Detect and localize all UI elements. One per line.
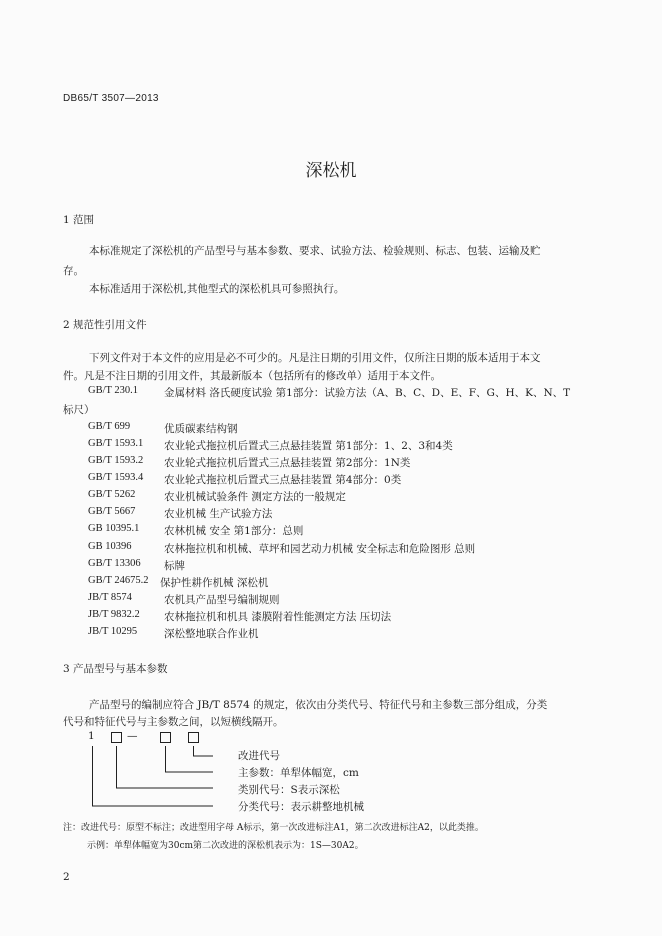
reference-code: GB/T 1593.2 (88, 455, 144, 466)
reference-code: GB 10395.1 (88, 523, 140, 534)
example-text: 示例：单犁体幅宽为30cm第二次改进的深松机表示为：1S—30A2。 (87, 841, 364, 851)
reference-title-continuation: 标尺） (63, 404, 95, 416)
label-category-code: 类别代号：S表示深松 (238, 784, 340, 796)
reference-title: 保护性耕作机械 深松机 (160, 577, 269, 589)
reference-title: 标牌 (164, 560, 185, 572)
section-2-intro-line-1: 下列文件对于本文件的应用是必不可少的。凡是注日期的引用文件，仅所注日期的版本适用于本文 (89, 352, 541, 364)
reference-code: GB/T 5262 (88, 489, 136, 500)
reference-code: GB/T 24675.2 (88, 575, 149, 586)
leader-line-category (117, 746, 214, 788)
reference-title: 农机具产品型号编制规则 (164, 594, 280, 606)
section-2-intro-line-2: 件。凡是不注日期的引用文件，其最新版本（包括所有的修改单）适用于本文件。 (63, 370, 441, 382)
section-3-paragraph-line-2: 代号和特征代号与主参数之间，以短横线隔开。 (63, 716, 284, 728)
model-separator-dash: — (127, 730, 138, 742)
section-3-paragraph-line-1: 产品型号的编制应符合 JB/T 8574 的规定，依次由分类代号、特征代号和主参数三部分组成，分类 (89, 699, 548, 711)
reference-title: 深松整地联合作业机 (164, 628, 259, 640)
note-text: 注：改进代号：原型不标注；改进型用字母 A标示，第一次改进标注A1，第二次改进标注A2，以此类推。 (63, 823, 484, 833)
leader-line-class (93, 746, 214, 806)
reference-title: 金属材料 洛氏硬度试验 第1部分：试验方法（A、B、C、D、E、F、G、H、K、N、T (164, 387, 571, 399)
section-1-paragraph-1-line-1: 本标准规定了深松机的产品型号与基本参数、要求、试验方法、检验规则、标志、包装、运输及贮 (89, 245, 541, 257)
standard-id: DB65/T 3507—2013 (63, 93, 159, 104)
leader-line-improvement (194, 746, 214, 756)
section-1-paragraph-1-line-2: 存。 (63, 265, 84, 277)
label-improvement-code: 改进代号 (238, 750, 280, 762)
reference-title: 农业机械 生产试验方法 (164, 508, 273, 520)
reference-code: GB/T 699 (88, 421, 131, 432)
reference-title: 农林拖拉机和机具 漆膜附着性能测定方法 压切法 (164, 611, 392, 623)
reference-code: JB/T 9832.2 (88, 609, 140, 620)
section-1-heading: 1 范围 (63, 214, 95, 226)
reference-code: GB/T 230.1 (88, 385, 138, 396)
reference-title: 农林拖拉机和机械、草坪和园艺动力机械 安全标志和危险图形 总则 (164, 543, 476, 555)
page-number: 2 (63, 871, 70, 883)
document-title: 深松机 (305, 161, 357, 181)
reference-title: 农业轮式拖拉机后置式三点悬挂装置 第4部分：0类 (164, 474, 402, 486)
reference-code: JB/T 10295 (88, 626, 138, 637)
reference-title: 农林机械 安全 第1部分：总则 (164, 525, 304, 537)
leader-line-main-param (166, 746, 214, 772)
section-3-heading: 3 产品型号与基本参数 (63, 663, 168, 675)
reference-code: GB/T 13306 (88, 558, 141, 569)
reference-title: 农业机械试验条件 测定方法的一般规定 (164, 491, 346, 503)
reference-code: JB/T 8574 (88, 592, 132, 603)
reference-title: 优质碳素结构钢 (164, 423, 238, 435)
reference-title: 农业轮式拖拉机后置式三点悬挂装置 第1部分：1、2、3和4类 (164, 440, 453, 452)
section-1-paragraph-2: 本标准适用于深松机,其他型式的深松机具可参照执行。 (89, 283, 345, 295)
reference-code: GB/T 1593.4 (88, 472, 144, 483)
label-class-code: 分类代号：表示耕整地机械 (238, 801, 364, 813)
reference-code: GB/T 1593.1 (88, 438, 144, 449)
section-2-heading: 2 规范性引用文件 (63, 319, 147, 331)
placeholder-box-param (161, 733, 171, 743)
reference-code: GB/T 5667 (88, 506, 136, 517)
reference-title: 农业轮式拖拉机后置式三点悬挂装置 第2部分：1N类 (164, 457, 411, 469)
label-main-parameter: 主参数：单犁体幅宽，cm (238, 767, 359, 779)
placeholder-box-category (112, 733, 122, 743)
reference-code: GB 10396 (88, 541, 132, 552)
placeholder-box-improvement (189, 733, 199, 743)
model-class-digit: 1 (88, 730, 95, 742)
